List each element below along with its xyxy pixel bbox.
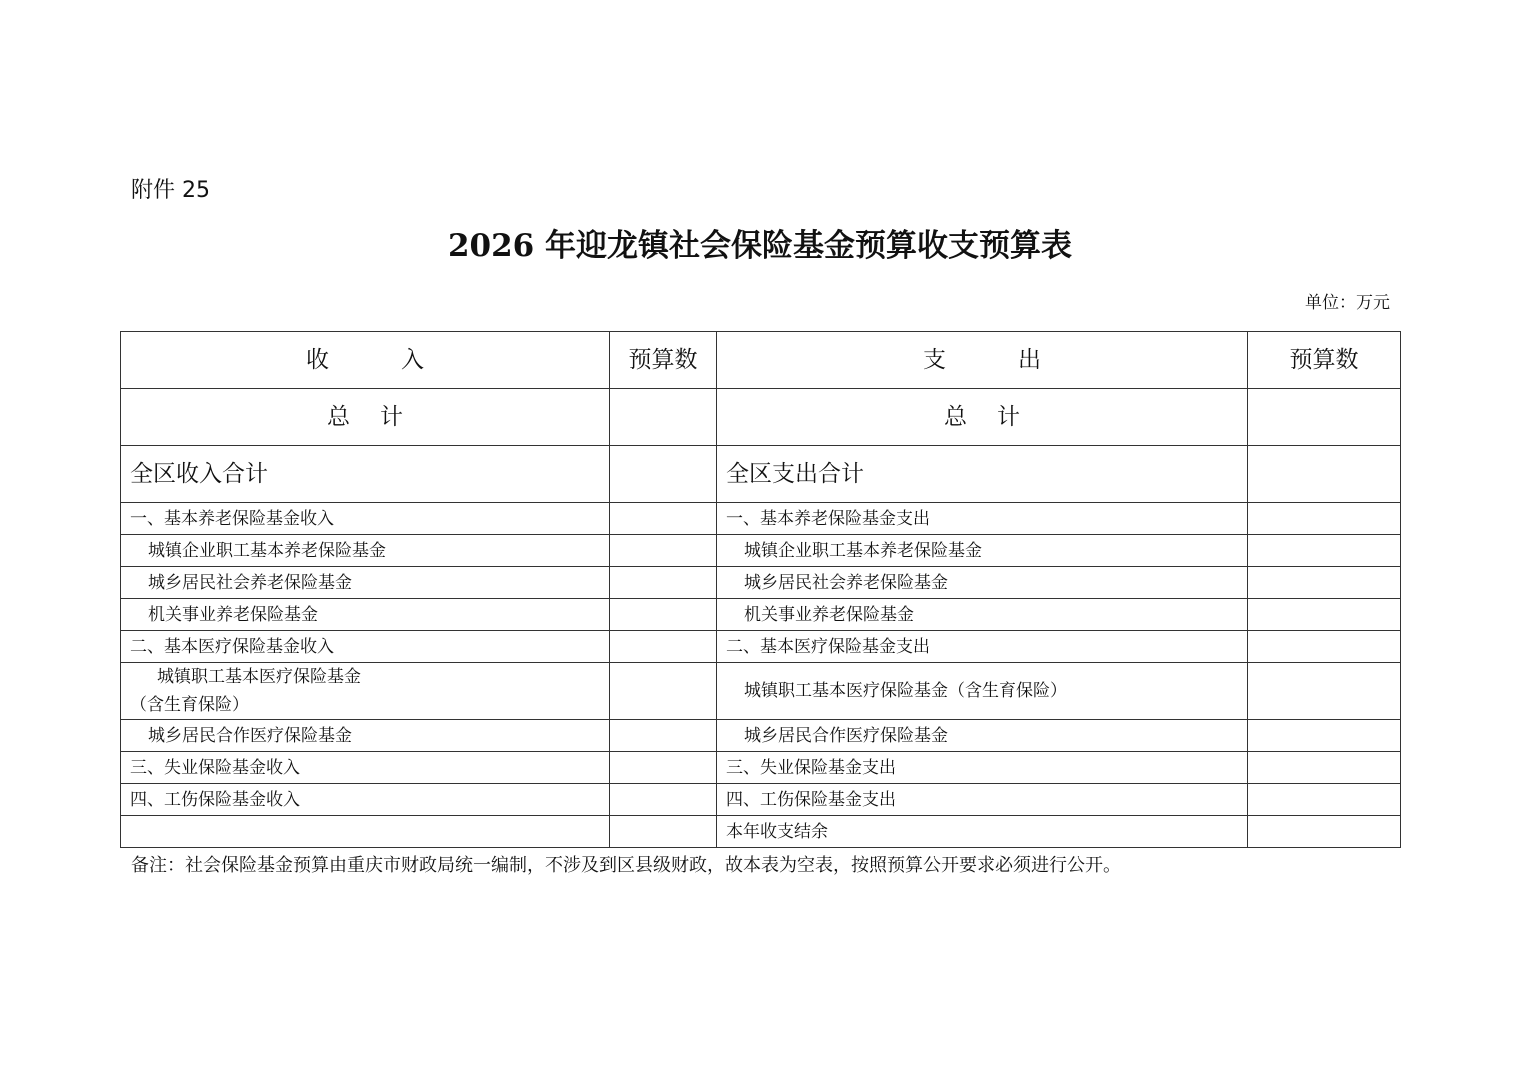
income-item: 四、工伤保险基金收入 bbox=[121, 784, 610, 816]
expense-item: 城镇职工基本医疗保险基金（含生育保险） bbox=[717, 663, 1248, 720]
income-value bbox=[610, 663, 717, 720]
header-expense: 支出 bbox=[717, 332, 1248, 389]
header-income: 收入 bbox=[121, 332, 610, 389]
page-title: 2026 年迎龙镇社会保险基金预算收支预算表 bbox=[447, 228, 1073, 264]
income-item: 三、失业保险基金收入 bbox=[121, 752, 610, 784]
total-row bbox=[121, 389, 1401, 446]
attachment-label: 附件 25 bbox=[131, 178, 210, 203]
expense-value bbox=[1248, 752, 1401, 784]
table-row bbox=[121, 599, 1401, 631]
income-item: 城镇企业职工基本养老保险基金 bbox=[121, 535, 610, 567]
income-value bbox=[610, 535, 717, 567]
income-value bbox=[610, 720, 717, 752]
expense-value bbox=[1248, 631, 1401, 663]
income-item bbox=[121, 663, 610, 720]
income-value bbox=[610, 567, 717, 599]
income-item: 城乡居民社会养老保险基金 bbox=[121, 567, 610, 599]
income-item: 二、基本医疗保险基金收入 bbox=[121, 631, 610, 663]
income-item-line2: （含生育保险） bbox=[130, 695, 249, 715]
expense-item: 三、失业保险基金支出 bbox=[717, 752, 1248, 784]
expense-value bbox=[1248, 503, 1401, 535]
table-row bbox=[121, 752, 1401, 784]
unit-label: 单位：万元 bbox=[1305, 293, 1390, 313]
expense-value bbox=[1248, 720, 1401, 752]
expense-item: 本年收支结余 bbox=[717, 816, 1248, 848]
income-value bbox=[610, 631, 717, 663]
budget-table bbox=[120, 331, 1401, 848]
table-row bbox=[121, 720, 1401, 752]
expense-value bbox=[1248, 663, 1401, 720]
expense-item: 机关事业养老保险基金 bbox=[717, 599, 1248, 631]
grand-total-row bbox=[121, 446, 1401, 503]
grand-expense-value bbox=[1248, 446, 1401, 503]
income-value bbox=[610, 816, 717, 848]
table-row bbox=[121, 784, 1401, 816]
income-item: 一、基本养老保险基金收入 bbox=[121, 503, 610, 535]
expense-item: 城乡居民社会养老保险基金 bbox=[717, 567, 1248, 599]
total-expense-value bbox=[1248, 389, 1401, 446]
expense-value bbox=[1248, 599, 1401, 631]
table-row bbox=[121, 663, 1401, 720]
income-value bbox=[610, 503, 717, 535]
expense-item: 四、工伤保险基金支出 bbox=[717, 784, 1248, 816]
header-income-budget: 预算数 bbox=[610, 332, 717, 389]
expense-value bbox=[1248, 535, 1401, 567]
expense-item: 二、基本医疗保险基金支出 bbox=[717, 631, 1248, 663]
income-item-line1: 城镇职工基本医疗保险基金 bbox=[157, 667, 361, 687]
income-value bbox=[610, 599, 717, 631]
expense-value bbox=[1248, 784, 1401, 816]
expense-value bbox=[1248, 816, 1401, 848]
income-value bbox=[610, 784, 717, 816]
expense-item: 城乡居民合作医疗保险基金 bbox=[717, 720, 1248, 752]
income-item bbox=[121, 816, 610, 848]
table-row bbox=[121, 631, 1401, 663]
grand-expense-label: 全区支出合计 bbox=[717, 446, 1248, 503]
total-income-label: 总计 bbox=[121, 389, 610, 446]
footnote: 备注：社会保险基金预算由重庆市财政局统一编制，不涉及到区县级财政，故本表为空表，按照预算公开要求必须进行公开。 bbox=[131, 855, 1121, 876]
table-row bbox=[121, 567, 1401, 599]
expense-value bbox=[1248, 567, 1401, 599]
grand-income-value bbox=[610, 446, 717, 503]
total-expense-label: 总计 bbox=[717, 389, 1248, 446]
table-row bbox=[121, 535, 1401, 567]
table-row bbox=[121, 503, 1401, 535]
grand-income-label: 全区收入合计 bbox=[121, 446, 610, 503]
income-item: 城乡居民合作医疗保险基金 bbox=[121, 720, 610, 752]
expense-item: 城镇企业职工基本养老保险基金 bbox=[717, 535, 1248, 567]
total-income-value bbox=[610, 389, 717, 446]
table-header-row bbox=[121, 332, 1401, 389]
table-row bbox=[121, 816, 1401, 848]
income-value bbox=[610, 752, 717, 784]
income-item: 机关事业养老保险基金 bbox=[121, 599, 610, 631]
expense-item: 一、基本养老保险基金支出 bbox=[717, 503, 1248, 535]
header-expense-budget: 预算数 bbox=[1248, 332, 1401, 389]
